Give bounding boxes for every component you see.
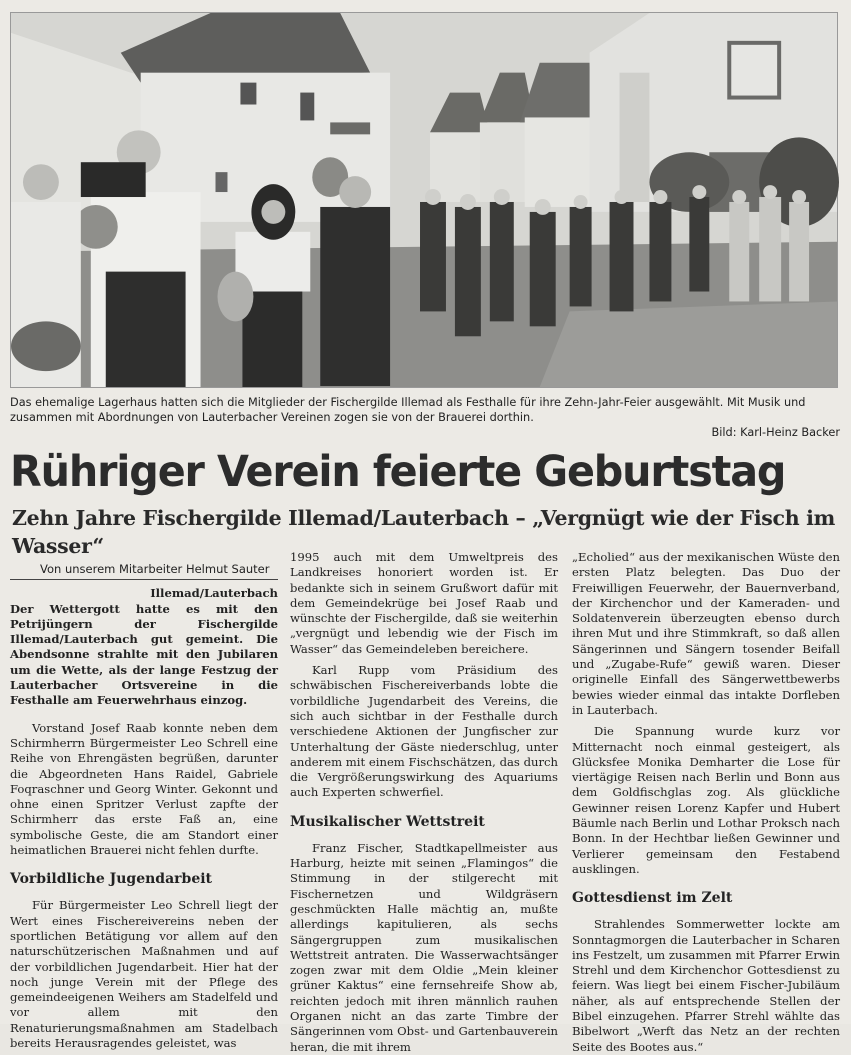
- section-heading: Gottesdienst im Zelt: [572, 890, 733, 907]
- paragraph: Karl Rupp vom Präsidium des schwäbischen Fischereiverbands lobte die vorbildliche Jugendarbeit des Vereins, die sich auch sichtbar in der Festhalle durch verschiedene Aktionen der Jungfischer zur Unterhaltung der Gäste niederschlug, unter anderem mit einem Fischschätzen, das durch die Vergrößerungswirkung des Aquariums auch Experten schwerfiel.: [290, 663, 558, 800]
- photo-credit: Bild: Karl-Heinz Backer: [711, 426, 840, 439]
- paragraph: Vorstand Josef Raab konnte neben dem Schirmherrn Bürgermeister Leo Schrell eine Reihe von Ehrengästen begrüßen, darunter die Abgeordneten Hans Raidel, Gabriele Foqraschner und Georg Winter. Gekonnt und ohne einen Spritzer Verlust zapfte der Schirmherr das erste Faß an, eine symbolische Geste, die am Standort einer heimatlichen Brauerei nicht fehlen durfte.: [10, 720, 278, 858]
- paragraph: Strahlendes Sommerwetter lockte am Sonntagmorgen die Lauterbacher in Scharen ins Festzelt, um zusammen mit Pfarrer Erwin Strehl und dem Kirchenchor Gottesdienst zu feiern. Was liegt bei einem Fischer-Jubiläum näher, als auf entsprechende Stellen der Bibel einzugehen. Pfarrer Strehl wählte das Bibelwort „Werft das Netz an der rechten Seite des Bootes aus.“: [572, 917, 840, 1054]
- article-headline: Rühriger Verein feierte Geburtstag: [10, 447, 786, 497]
- paragraph: Die Spannung wurde kurz vor Mitternacht noch einmal gesteigert, als Glücksfee Monika Demharter die Lose für viertägige Reisen nach Berlin und Bonn aus dem Goldfischglas zog. Als glückliche Gewinner reisen Lorenz Kapfer und Hubert Bäumle nach Berlin und Lothar Proksch nach Bonn. In der Hechtbar ließen Gewinner und Verlierer gemeinsam den Festabend ausklingen.: [572, 724, 840, 876]
- paragraph: Franz Fischer, Stadtkapellmeister aus Harburg, heizte mit seinen „Flamingos“ die Stimmung in der stilgerecht mit Fischernetzen und Wildgräsern geschmückten Halle mächtig an, mußte allerdings kapitulieren, als sechs Sängergruppen zum musikalischen Wettstreit antraten. Die Wasserwachtsänger zogen zwar mit dem Oldie „Mein kleiner grüner Kaktus“ eine fernsehreife Show ab, reichten jedoch mit ihren männlich rauhen Organen nicht an das zarte Timbre der Sängerinnen vom Obst- und Gartenbauverein heran, die mit ihrem: [290, 840, 558, 1054]
- column-1: [10, 550, 278, 1051]
- paragraph: 1995 auch mit dem Umweltpreis des Landkreises honoriert worden ist. Er bedankte sich in seinem Grußwort dafür mit dem Gemeindekrüge bei Josef Raab und wünschte der Fischergilde, daß sie weiterhin „vergnügt und lebendig wie der Fisch im Wasser“ das Gemeindeleben bereichere.: [290, 550, 558, 656]
- paragraph: Für Bürgermeister Leo Schrell liegt der Wert eines Fischereivereins neben der sportlichen Betätigung vor allem auf den naturschützerischen Maßnahmen und auf der vorbildlichen Jugendarbeit. Hier hat der noch junge Verein mit der Pflege des gemeindeeigenen Weihers am Stadelfeld und vor allem mit den Renaturierungsmaßnahmen am Stadelbach bereits Herausragendes geleistet, was: [10, 898, 278, 1051]
- column-3: [572, 550, 840, 1055]
- lead-paragraph: Der Wettergott hatte es mit den Petrijüngern der Fischergilde Illemad/Lauterbach gut gemeint. Die Abendsonne strahlte mit den Jubilaren um die Wette, als der lange Festzug der Lauterbacher Ortsvereine in die Festhalle am Feuerwehrhaus einzog.: [10, 601, 278, 708]
- column-2: [290, 550, 558, 1055]
- section-heading: Musikalischer Wettstreit: [290, 813, 485, 830]
- parade-photo: [10, 12, 838, 388]
- dateline: Illemad/Lauterbach: [150, 586, 278, 601]
- photo-caption: [10, 395, 840, 440]
- parade-photo-icon: [11, 13, 837, 387]
- byline: Von unserem Mitarbeiter Helmut Sauter: [10, 550, 278, 580]
- paragraph: „Echolied“ aus der mexikanischen Wüste den ersten Platz belegten. Das Duo der Freiwilligen Feuerwehr, der Bauernverband, der Kirchenchor und der Kameraden- und Soldatenverein überzeugten ebenso durch ihren Mut und ihre Stimmkraft, so daß allen Sängerinnen und Sängern tosender Beifall und „Zugabe-Rufe“ gewiß waren. Dieser originelle Einfall des Sängerwettbewerbs bewies wieder einmal das intakte Dorfleben in Lauterbach.: [572, 550, 840, 717]
- section-heading: Vorbildliche Jugendarbeit: [10, 871, 213, 888]
- article-subheadline: Zehn Jahre Fischergilde Illemad/Lauterbach – „Vergnügt wie der Fisch im Wasser“: [12, 506, 836, 558]
- caption-text: Das ehemalige Lagerhaus hatten sich die Mitglieder der Fischergilde Illemad als Festhalle für ihre Zehn-Jahr-Feier ausgewählt. Mit Musik und zusammen mit Abordnungen von Lauterbacher Vereinen zogen sie von der Brauerei dorthin.: [10, 396, 806, 424]
